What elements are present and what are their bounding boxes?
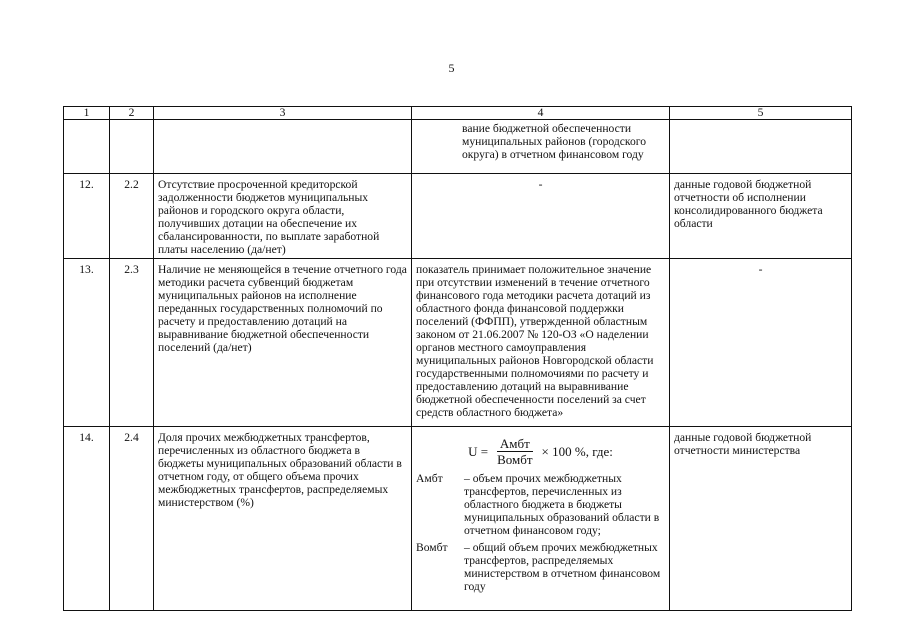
table-header-row	[64, 107, 852, 120]
source-cell: данные годовой бюджетной отчетности министерства	[670, 427, 852, 611]
method-cell	[412, 427, 670, 611]
method-cell	[412, 120, 670, 174]
row-subnumber: 2.3	[110, 259, 154, 427]
definition	[416, 541, 665, 593]
table-row	[64, 174, 852, 259]
method-cell: показатель принимает положительное значение при отсутствии изменений в течение отчетного финансового года методики расчета дотаций из областного фонда финансовой поддержки поселений (ФФПП), утвержденной областным законом от 21.06.2007 № 120-ОЗ «О наделении органов местного самоуправления муниципальных районов Новгородской области государственными полномочиями по расчету и предоставлению дотаций на выравнивание бюджетной обеспеченности поселений за счет средств областного бюджета»	[412, 259, 670, 427]
definition-text: – общий объем прочих межбюджетных трансфертов, распределяемых министерством в отчетном финансовом году	[464, 541, 661, 593]
column-header: 5	[670, 107, 852, 120]
indicators-table	[63, 106, 852, 611]
column-header: 2	[110, 107, 154, 120]
row-number: 12.	[64, 174, 110, 259]
table-cell	[154, 120, 412, 174]
table-cell	[670, 120, 852, 174]
row-number: 13.	[64, 259, 110, 427]
definition	[416, 472, 665, 537]
table-row-continuation	[64, 120, 852, 174]
method-text: вание бюджетной обеспеченности муниципальных районов (городского округа) в отчетном финансовом году	[462, 122, 647, 161]
indicator-cell: Доля прочих межбюджетных трансфертов, перечисленных из областного бюджета в бюджеты муниципальных образований области в отчетном году, от общего объема прочих межбюджетных трансфертов, распределяемых министерством (%)	[154, 427, 412, 611]
page-number: 5	[448, 61, 455, 75]
column-header: 1	[64, 107, 110, 120]
definition-term: Вомбт	[416, 541, 448, 554]
row-subnumber: 2.2	[110, 174, 154, 259]
indicator-cell: Наличие не меняющейся в течение отчетного года методики расчета субвенций бюджетам муниципальных районов на исполнение переданных государственных полномочий по расчету и предоставлению дотаций на выравнивание бюджетной обеспеченности поселений (да/нет)	[154, 259, 412, 427]
indicator-cell: Отсутствие просроченной кредиторской задолженности бюджетов муниципальных районов и городского округа области, получивших дотации на обеспечение их сбалансированности, по выплате заработной платы населению (да/нет)	[154, 174, 412, 259]
row-subnumber: 2.4	[110, 427, 154, 611]
formula-numerator: Амбт	[497, 437, 533, 452]
formula-rhs: × 100 %, где:	[541, 444, 613, 459]
formula-denominator: Вомбт	[497, 452, 533, 467]
column-header: 3	[154, 107, 412, 120]
source-cell: -	[670, 259, 852, 427]
method-cell: -	[412, 174, 670, 259]
definition-text: – объем прочих межбюджетных трансфертов, перечисленных из областного бюджета в бюджеты муниципальных образований области в отчетном финансовом году;	[464, 472, 660, 537]
row-number: 14.	[64, 427, 110, 611]
formula-fraction	[494, 437, 535, 466]
table-cell	[110, 120, 154, 174]
formula	[416, 437, 665, 466]
source-cell: данные годовой бюджетной отчетности об исполнении консолидированного бюджета области	[670, 174, 852, 259]
column-header: 4	[412, 107, 670, 120]
table-row	[64, 259, 852, 427]
table-row	[64, 427, 852, 611]
definition-term: Амбт	[416, 472, 443, 485]
formula-lhs: U =	[468, 444, 489, 459]
table-cell	[64, 120, 110, 174]
